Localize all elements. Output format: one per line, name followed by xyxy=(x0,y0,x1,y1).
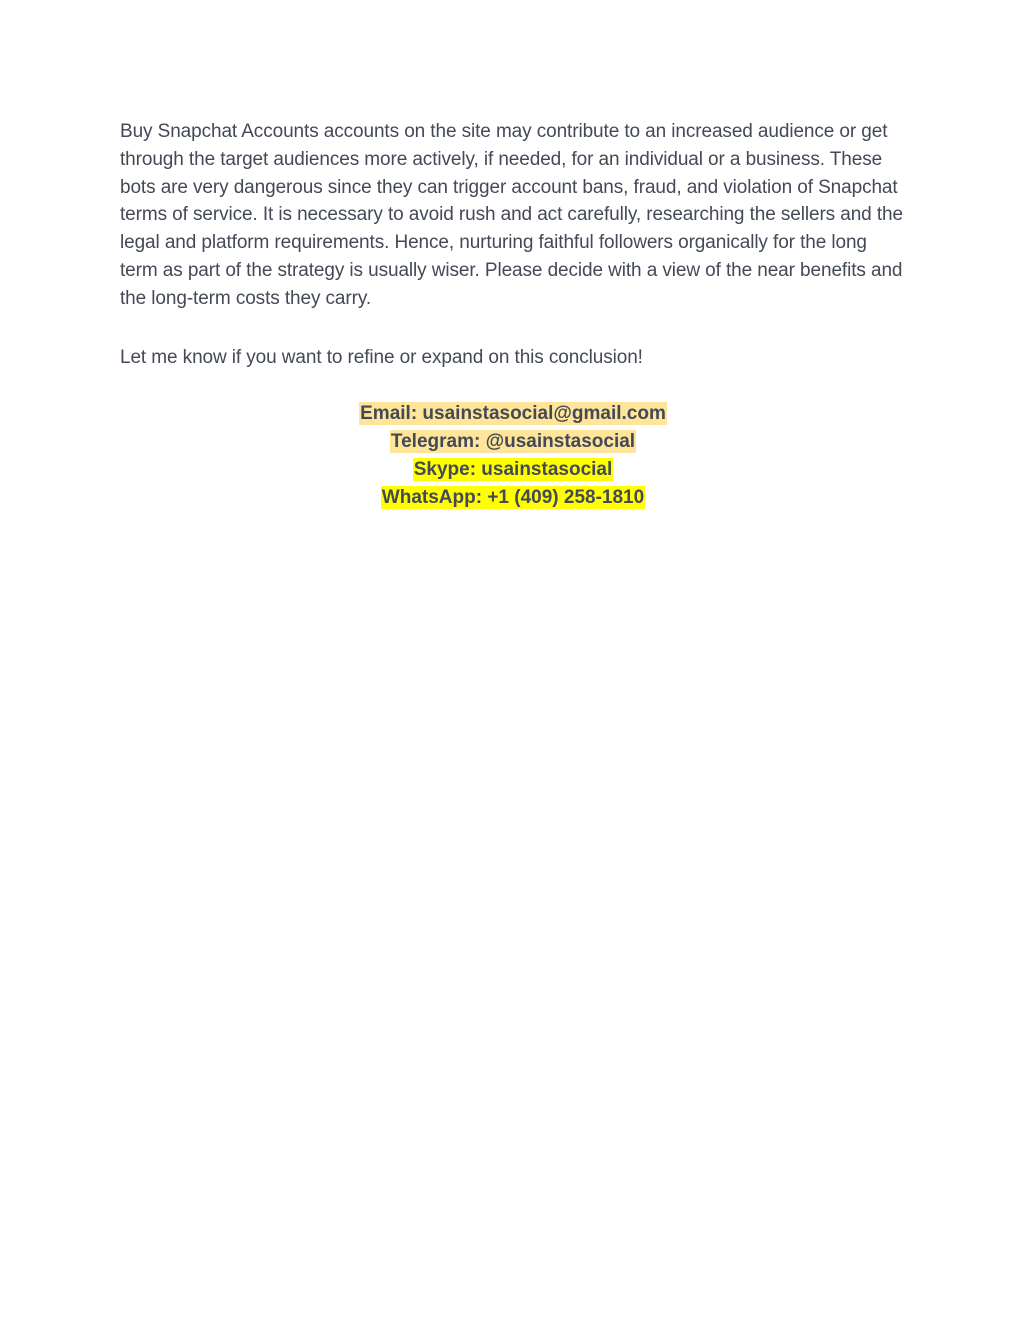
skype-line xyxy=(120,456,906,484)
skype-contact: Skype: usainstasocial xyxy=(413,458,613,480)
telegram-line xyxy=(120,428,906,456)
conclusion-paragraph: Buy Snapchat Accounts accounts on the site may contribute to an increased audience or get through the target audiences more actively, if needed, for an individual or a business. These bots are very dangerous since they can trigger account bans, fraud, and violation of Snapchat terms of service. It is necessary to avoid rush and act carefully, researching the sellers and the legal and platform requirements. Hence, nurturing faithful followers organically for the long term as part of the strategy is usually wiser. Please decide with a view of the near benefits and the long-term costs they carry. xyxy=(120,121,903,309)
contact-block xyxy=(120,400,906,511)
whatsapp-line xyxy=(120,484,906,512)
closing-note: Let me know if you want to refine or expand on this conclusion! xyxy=(120,346,643,368)
document-body xyxy=(120,118,906,512)
telegram-contact: Telegram: @usainstasocial xyxy=(390,431,636,453)
email-contact: Email: usainstasocial@gmail.com xyxy=(360,403,666,425)
email-line xyxy=(120,400,906,428)
whatsapp-contact: WhatsApp: +1 (409) 258-1810 xyxy=(381,486,645,508)
